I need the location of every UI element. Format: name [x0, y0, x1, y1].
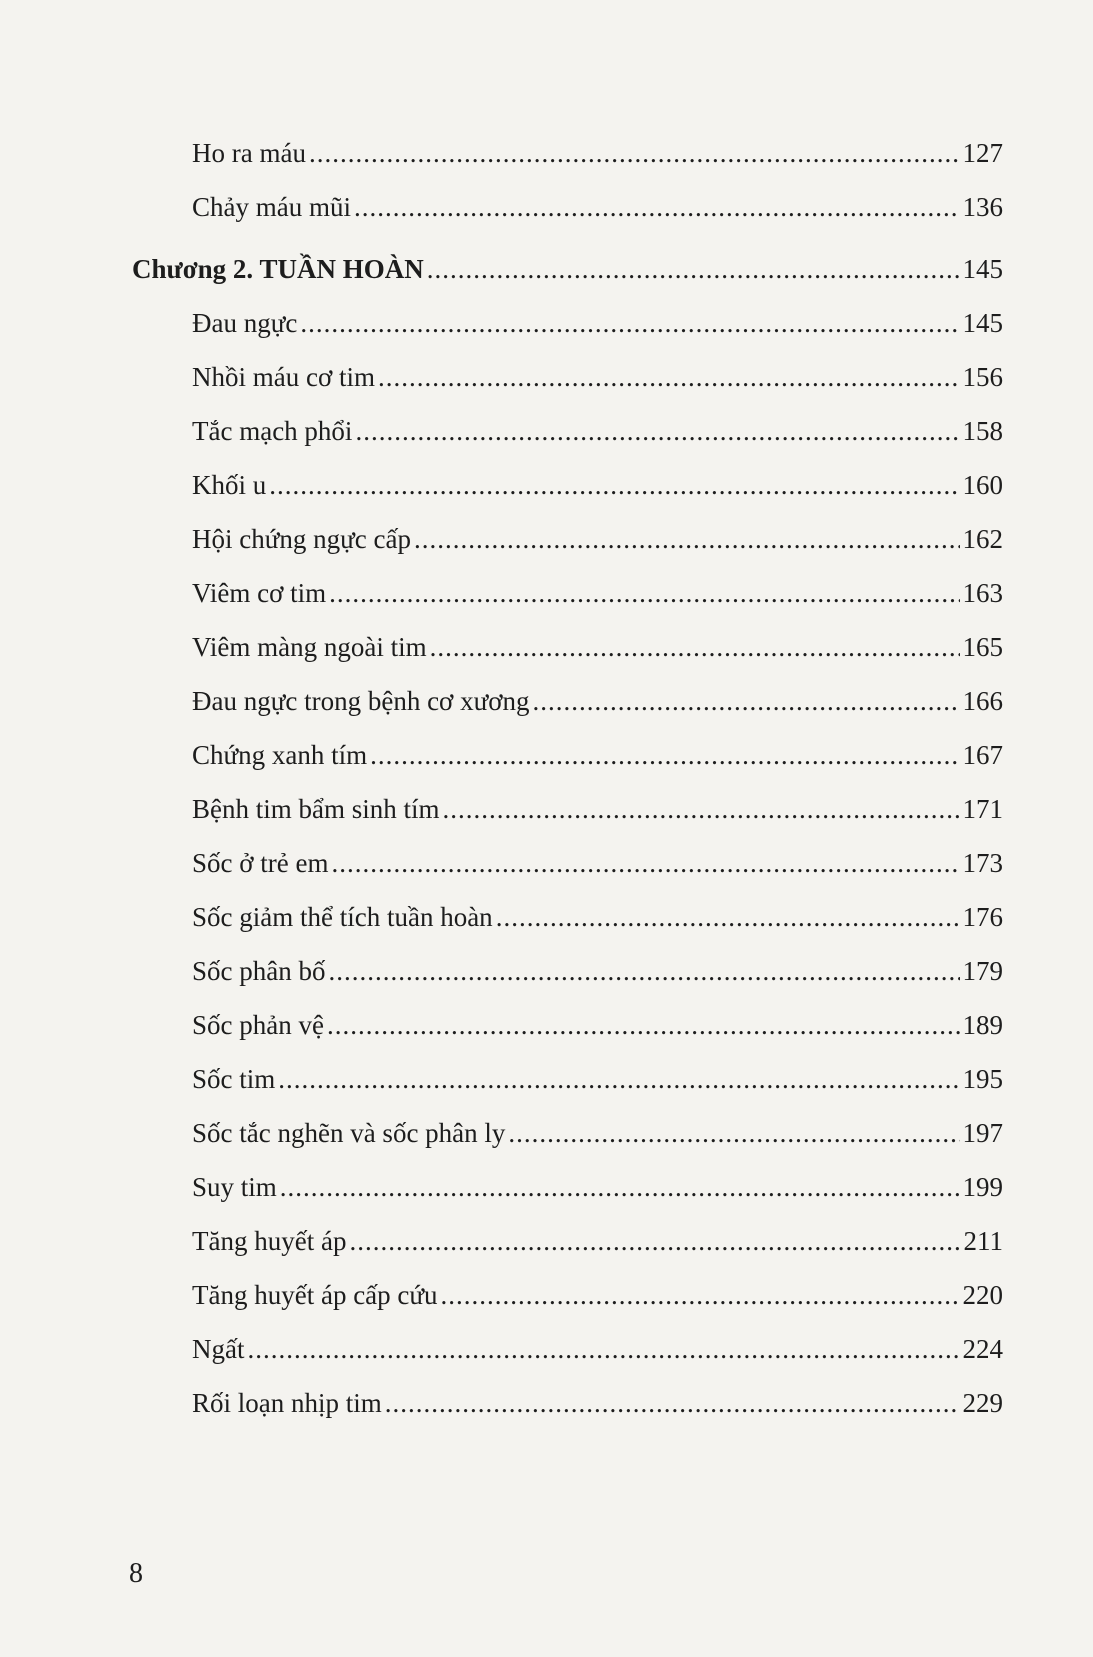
toc-entry-page: 229	[962, 1388, 1003, 1418]
toc-entry-title: Viêm màng ngoài tim	[192, 632, 427, 662]
dot-leader	[332, 848, 960, 879]
toc-entry	[192, 1280, 1003, 1334]
toc-entry-page: 195	[962, 1064, 1003, 1094]
dot-leader	[327, 1010, 960, 1041]
toc-entry-title: Sốc phân bố	[192, 956, 326, 986]
toc-entry-page: 167	[962, 740, 1003, 770]
toc-entry-title: Khối u	[192, 470, 267, 500]
toc-entry	[192, 416, 1003, 470]
toc-entry-page: 199	[962, 1172, 1003, 1202]
toc-entry	[192, 1010, 1003, 1064]
toc-entry-title: Nhồi máu cơ tim	[192, 362, 376, 392]
dot-leader	[329, 578, 959, 609]
dot-leader	[496, 902, 960, 933]
toc-entry	[192, 1388, 1003, 1442]
toc-entry-page: 171	[962, 794, 1003, 824]
toc-entry-title: Hội chứng ngực cấp	[192, 524, 411, 554]
dot-leader	[385, 1388, 960, 1419]
dot-leader	[280, 1172, 960, 1203]
dot-leader	[441, 1280, 960, 1311]
toc-entry-title: Sốc tim	[192, 1064, 276, 1094]
dot-leader	[414, 524, 960, 555]
toc-entry-title: Bệnh tim bẩm sinh tím	[192, 794, 440, 824]
table-of-contents	[0, 138, 1093, 1442]
toc-entry-title: Sốc ở trẻ em	[192, 848, 329, 878]
toc-entry-title: Sốc tắc nghẽn và sốc phân ly	[192, 1118, 506, 1148]
toc-entry-page: 220	[962, 1280, 1003, 1310]
toc-entry	[192, 902, 1003, 956]
toc-entry-page: 189	[962, 1010, 1003, 1040]
dot-leader	[427, 254, 960, 285]
dot-leader	[508, 1118, 959, 1149]
dot-leader	[300, 308, 959, 339]
toc-entry-page: 166	[962, 686, 1003, 716]
toc-entry	[192, 138, 1003, 192]
toc-entry	[192, 686, 1003, 740]
toc-entry	[192, 740, 1003, 794]
toc-entry-title: Đau ngực	[192, 308, 298, 338]
toc-entry	[192, 1172, 1003, 1226]
toc-entry-title: Chứng xanh tím	[192, 740, 368, 770]
toc-entry-title: Rối loạn nhịp tim	[192, 1388, 382, 1418]
dot-leader	[378, 362, 959, 393]
toc-entry-page: 136	[962, 192, 1003, 222]
toc-entry-title: Suy tim	[192, 1172, 277, 1202]
toc-entry-title: Viêm cơ tim	[192, 578, 327, 608]
dot-leader	[533, 686, 960, 717]
toc-entry	[192, 632, 1003, 686]
toc-entry	[192, 1226, 1003, 1280]
toc-entry-page: 163	[962, 578, 1003, 608]
toc-entry	[192, 1118, 1003, 1172]
toc-entry-page: 160	[962, 470, 1003, 500]
toc-entry-page: 165	[962, 632, 1003, 662]
dot-leader	[370, 740, 959, 771]
toc-entry-page: 173	[962, 848, 1003, 878]
toc-entry-page: 179	[962, 956, 1003, 986]
dot-leader	[443, 794, 960, 825]
toc-entry	[192, 192, 1003, 246]
dot-leader	[355, 416, 959, 447]
toc-entry	[192, 578, 1003, 632]
toc-entry-title: Tắc mạch phổi	[192, 416, 353, 446]
toc-entry-page: 145	[962, 308, 1003, 338]
toc-entry-page: 224	[962, 1334, 1003, 1364]
toc-chapter-heading	[132, 254, 1003, 308]
dot-leader	[328, 956, 959, 987]
toc-entry-page: 211	[963, 1226, 1003, 1256]
toc-entry	[192, 794, 1003, 848]
toc-entry	[192, 308, 1003, 362]
toc-entry-title: Tăng huyết áp	[192, 1226, 347, 1256]
toc-entry-title: Đau ngực trong bệnh cơ xương	[192, 686, 530, 716]
dot-leader	[247, 1334, 959, 1365]
toc-entry-page: 156	[962, 362, 1003, 392]
page-number: 8	[129, 1558, 143, 1589]
toc-entry	[192, 848, 1003, 902]
toc-entry-title: Ho ra máu	[192, 138, 306, 168]
toc-entry-page: 176	[962, 902, 1003, 932]
dot-leader	[349, 1226, 960, 1257]
toc-entry-title: Sốc phản vệ	[192, 1010, 324, 1040]
toc-entry-page: 145	[962, 254, 1003, 284]
dot-leader	[269, 470, 959, 501]
dot-leader	[430, 632, 960, 663]
dot-leader	[354, 192, 960, 223]
toc-entry	[192, 524, 1003, 578]
dot-leader	[309, 138, 960, 169]
toc-entry	[192, 1064, 1003, 1118]
toc-entry-title: Chương 2. TUẦN HOÀN	[132, 254, 424, 284]
toc-entry-page: 158	[962, 416, 1003, 446]
toc-entry-page: 197	[962, 1118, 1003, 1148]
toc-entry-title: Tăng huyết áp cấp cứu	[192, 1280, 438, 1310]
dot-leader	[278, 1064, 959, 1095]
toc-entry	[192, 956, 1003, 1010]
toc-entry-title: Sốc giảm thể tích tuần hoàn	[192, 902, 493, 932]
toc-entry-title: Chảy máu mũi	[192, 192, 351, 222]
toc-entry	[192, 470, 1003, 524]
toc-entry	[192, 1334, 1003, 1388]
toc-entry-title: Ngất	[192, 1334, 245, 1364]
toc-entry-page: 162	[962, 524, 1003, 554]
toc-entry	[192, 362, 1003, 416]
toc-entry-page: 127	[962, 138, 1003, 168]
